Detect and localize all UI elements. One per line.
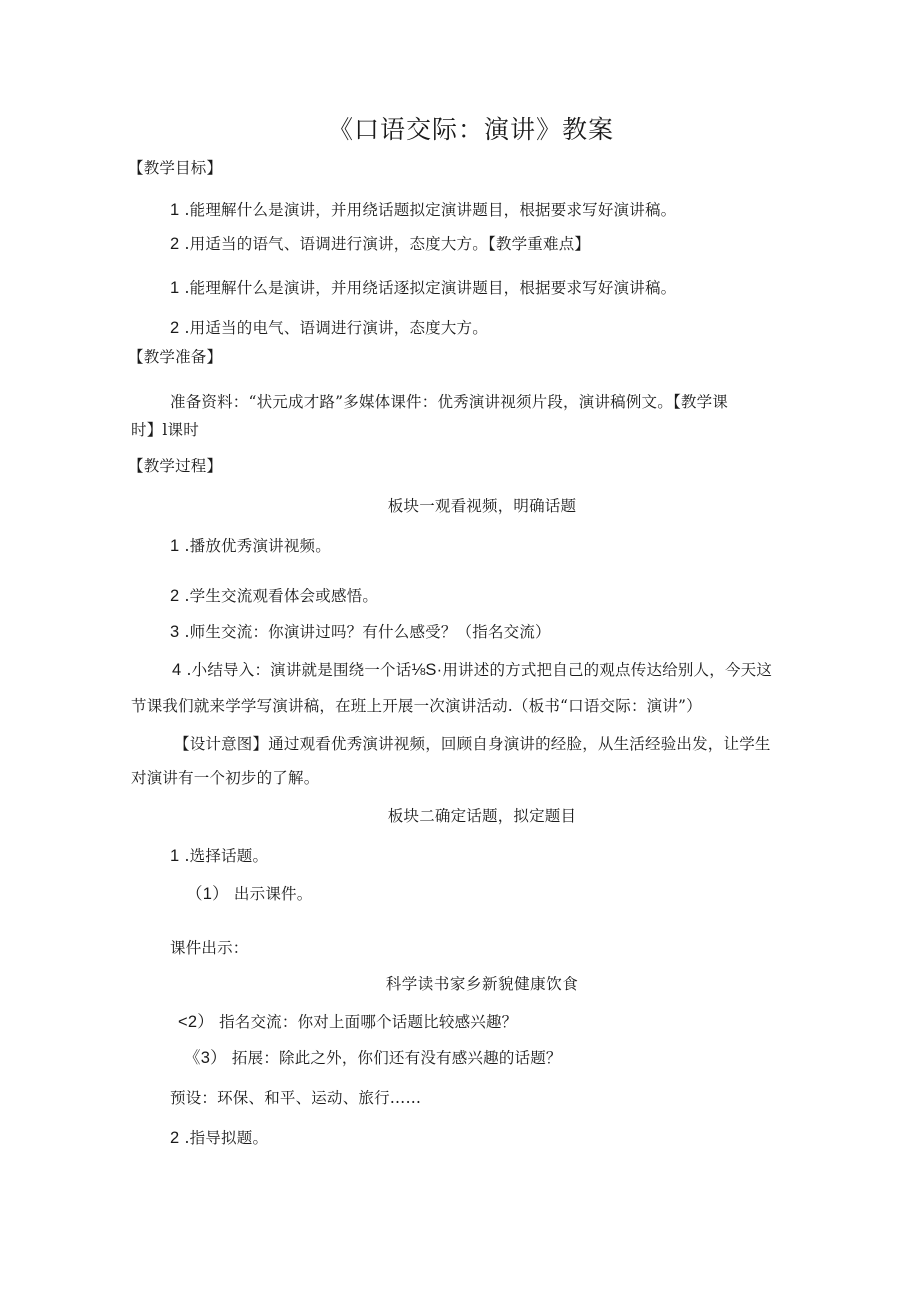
section-heading-goals: 【教学目标】 [128, 159, 223, 177]
process-item-2-number: 2 [170, 587, 180, 605]
goal-item-2-text: .用适当的语气、语调进行演讲，态度大方。【教学重难点】 [184, 235, 591, 253]
section-heading-process: 【教学过程】 [128, 457, 223, 475]
goal-item-2-number: 2 [170, 235, 180, 253]
block-1-title: 板块一观看视频，明确话题 [387, 497, 577, 515]
key-item-2 [170, 318, 488, 338]
section-heading-prep: 【教学准备】 [128, 348, 223, 366]
key-item-2-text: .用适当的电气、语调进行演讲，态度大方。 [184, 319, 488, 337]
topic-item-1-text: .选择话题。 [184, 847, 269, 865]
process-item-4 [172, 660, 772, 680]
topic-item-2-number: 2 [170, 1129, 180, 1147]
topic-subitem-3-text: 拓展：除此之外，你们还有没有感兴趣的话题？ [231, 1049, 562, 1067]
topic-options: 科学读书家乡新貌健康饮食 [385, 975, 579, 993]
preset-topics: 预设：环保、和平、运动、旅行…… [170, 1089, 422, 1107]
topic-item-2-text: .指导拟题。 [184, 1129, 269, 1147]
topic-subitem-2-number: <2） [178, 1013, 214, 1031]
topic-subitem-1-text: 出示课件。 [233, 885, 313, 903]
topic-subitem-1 [186, 884, 312, 904]
document-title: 《口语交际：演讲》教案 [327, 115, 614, 144]
goal-item-1-text: .能理解什么是演讲，并用绕话题拟定演讲题目，根据要求写好演讲稿。 [184, 201, 677, 219]
topic-item-1 [170, 846, 268, 866]
process-item-3-text: .师生交流：你演讲过吗？有什么感受？（指名交流） [184, 623, 551, 641]
process-item-4-garbled: ⅛S· [411, 661, 443, 679]
prep-paragraph-line-2: 时】l课时 [131, 421, 199, 439]
process-item-3-number: 3 [170, 623, 180, 641]
topic-subitem-2-text: 指名交流：你对上面哪个话题比较感兴趣？ [219, 1013, 518, 1031]
key-item-1 [170, 278, 676, 298]
topic-item-2 [170, 1128, 268, 1148]
process-item-1 [170, 536, 331, 556]
topic-item-1-number: 1 [170, 847, 180, 865]
goal-item-1-number: 1 [170, 201, 180, 219]
goal-item-2 [170, 234, 590, 254]
design-intent-line-1: 【设计意图】通过观看优秀演讲视频，回顾自身演讲的经脸，从生活经验出发，让学生 [174, 735, 771, 753]
courseware-label: 课件出示： [170, 939, 249, 957]
process-item-3 [170, 622, 551, 642]
goal-item-1 [170, 200, 676, 220]
key-item-1-number: 1 [170, 279, 180, 297]
topic-subitem-1-number: （1） [186, 885, 229, 903]
process-item-1-text: .播放优秀演讲视频。 [184, 537, 331, 555]
process-item-1-number: 1 [170, 537, 180, 555]
design-intent-line-2: 对演讲有一个初步的了解。 [131, 769, 320, 787]
process-item-4-text-b: 用讲述的方式把自己的观点传达给别人，今天这 [442, 661, 773, 679]
prep-paragraph-line-1: 准备资料：“状元成才路”多媒体课件：优秀演讲视须片段，演讲稿例文。【教学课 [170, 393, 729, 411]
key-item-1-text: .能理解什么是演讲，并用绕话逐拟定演讲题目，根据要求写好演讲稿。 [184, 279, 677, 297]
topic-subitem-3 [184, 1048, 562, 1068]
process-item-4-number: 4 [172, 661, 182, 679]
process-item-4-text-a: .小结导入：演讲就是围绕一个话 [186, 661, 412, 679]
block-2-title: 板块二确定话题，拟定题目 [387, 807, 577, 825]
topic-subitem-3-number: 《3） [184, 1049, 227, 1067]
key-item-2-number: 2 [170, 319, 180, 337]
process-item-2 [170, 586, 378, 606]
process-item-2-text: .学生交流观看体会或感悟。 [184, 587, 379, 605]
process-item-4-line-2: 节课我们就来学学写演讲稿，在班上开展一次演讲活动.（板书“口语交际：演讲”） [131, 697, 702, 715]
topic-subitem-2 [178, 1012, 517, 1032]
